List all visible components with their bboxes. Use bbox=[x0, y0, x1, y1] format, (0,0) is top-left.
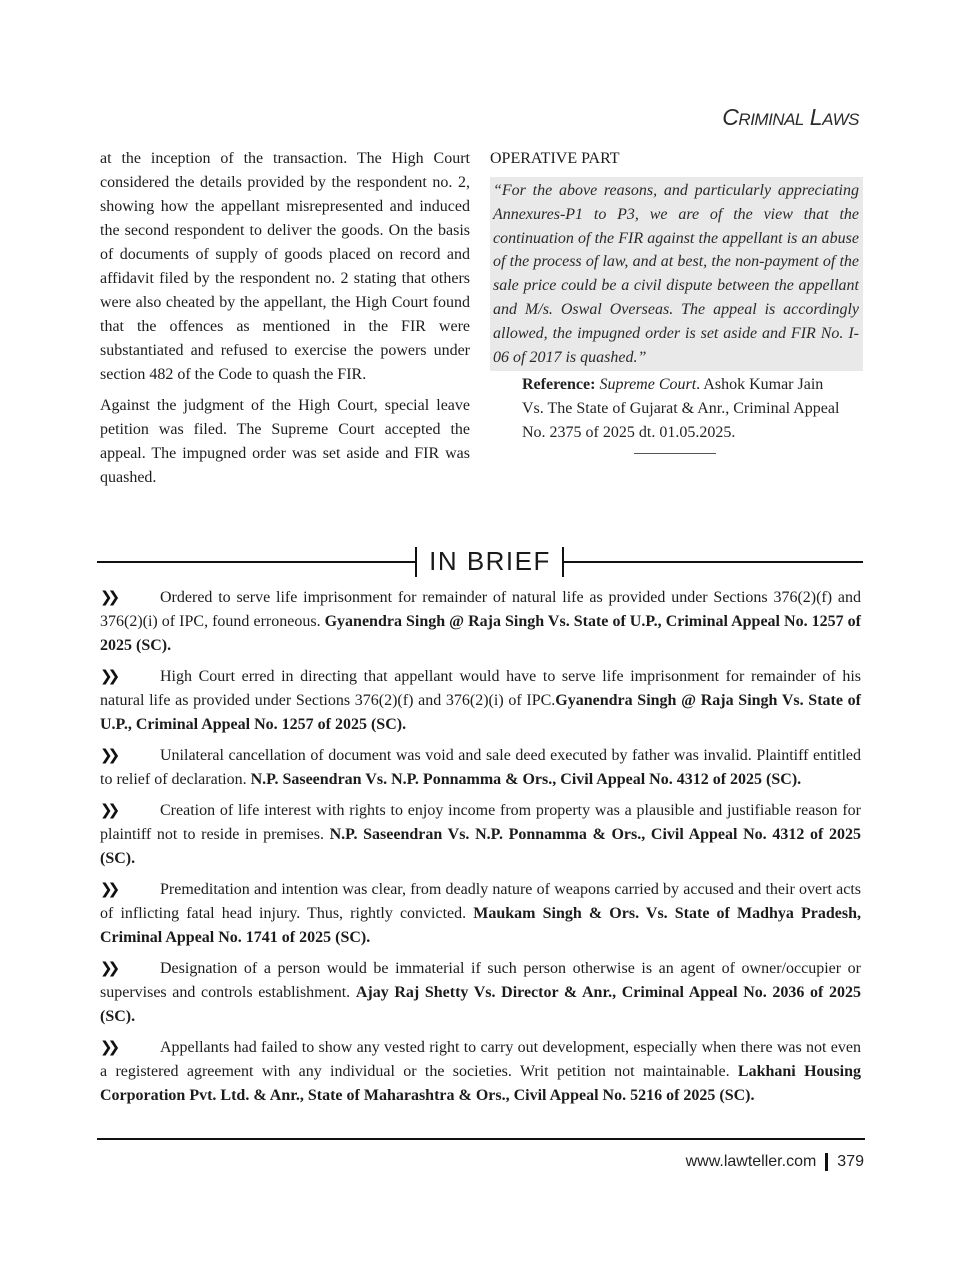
body-paragraph: at the inception of the transaction. The High Court considered the details provided by the respondent no. 2, showing how the appellant misrepresented and induced the second respondent to deliver the goods. On the basis of documents of supply of goods placed on record and affidavit filed by the respondent no. 2 stating that others were also cheated by the appellant, the High Court found that the offences as mentioned in the FIR were substantiated and refused to exercise the powers under section 482 of the Code to quash the FIR. bbox=[100, 150, 470, 383]
brief-item bbox=[100, 877, 861, 950]
brief-citation: N.P. Saseendran Vs. N.P. Ponnamma & Ors., Civil Appeal No. 4312 of 2025 (SC). bbox=[100, 826, 861, 867]
reference-court: Supreme Court bbox=[599, 376, 697, 394]
brief-citation: Gyanendra Singh @ Raja Singh Vs. State of U.P., Criminal Appeal No. 1257 of 2025 (SC). bbox=[100, 613, 861, 654]
double-chevron-right-icon: ❯❯ bbox=[100, 959, 116, 977]
brief-citation: N.P. Saseendran Vs. N.P. Ponnamma & Ors., Civil Appeal No. 4312 of 2025 (SC). bbox=[250, 771, 802, 788]
brief-item bbox=[100, 664, 861, 737]
brief-item bbox=[100, 743, 861, 792]
footer-website: www.lawteller.com bbox=[685, 1153, 817, 1170]
double-chevron-right-icon: ❯❯ bbox=[100, 588, 116, 606]
brief-text: Ordered to serve life imprisonment for remainder of natural life as provided under Sections 376(2)(f) and 376(2)(i) of IPC, found erroneous. bbox=[100, 589, 861, 630]
heading-tick-left bbox=[415, 547, 417, 577]
heading-rule-right bbox=[564, 561, 863, 563]
reference-divider bbox=[634, 453, 716, 454]
brief-citation: Maukam Singh & Ors. Vs. State of Madhya Pradesh, Criminal Appeal No. 1741 of 2025 (SC). bbox=[100, 905, 862, 946]
double-chevron-right-icon: ❯❯ bbox=[100, 1038, 116, 1056]
double-chevron-right-icon: ❯❯ bbox=[100, 801, 116, 819]
footer-separator bbox=[825, 1153, 828, 1171]
brief-text: Premeditation and intention was clear, from deadly nature of weapons carried by accused and their overt acts of inflicting fatal head injury. Thus, rightly convicted. bbox=[100, 881, 861, 922]
heading-rule-left bbox=[97, 561, 415, 563]
page-number: 379 bbox=[837, 1153, 864, 1170]
double-chevron-right-icon: ❯❯ bbox=[100, 880, 116, 898]
reference-text: . Ashok Kumar Jain Vs. The State of Gujarat & Anr., Criminal Appeal No. 2375 of 2025 dt. 01.05.2025. bbox=[522, 376, 840, 442]
in-brief-title: IN BRIEF bbox=[429, 546, 551, 576]
brief-item bbox=[100, 585, 861, 658]
in-brief-heading bbox=[97, 544, 863, 580]
brief-item bbox=[100, 1035, 861, 1108]
brief-citation: Gyanendra Singh @ Raja Singh Vs. State of U.P., Criminal Appeal No. 1257 of 2025 (SC). bbox=[100, 692, 861, 733]
brief-text: Appellants had failed to show any vested right to carry out development, especially when there was not even a registered agreement with any individual or the societies. Writ petition not maintainable. bbox=[100, 1039, 861, 1080]
brief-text: Unilateral cancellation of document was void and sale deed executed by father was invalid. Plaintiff entitled to relief of declaration. bbox=[100, 747, 861, 788]
footer-rule bbox=[97, 1138, 865, 1140]
page-footer bbox=[686, 1150, 864, 1174]
in-brief-list bbox=[100, 585, 861, 1114]
page-header-title: CRIMINAL LAWS bbox=[722, 104, 859, 130]
double-chevron-right-icon: ❯❯ bbox=[100, 746, 116, 764]
double-chevron-right-icon: ❯❯ bbox=[100, 667, 116, 685]
brief-item bbox=[100, 798, 861, 871]
brief-text: Creation of life interest with rights to enjoy income from property was a plausible and justifiable reason for plaintiff not to reside in premises. bbox=[100, 802, 861, 843]
reference-block bbox=[522, 373, 842, 445]
operative-quote: “For the above reasons, and particularly appreciating Annexures-P1 to P3, we are of the view that the continuation of the FIR against the appellant is an abuse of the process of law, and at best, the non-payment of the sale price could be a civil dispute between the appellant and M/s. Oswal Overseas. The appeal is accordingly allowed, the impugned order is set aside and FIR No. I-06 of 2017 is quashed.” bbox=[490, 177, 863, 371]
body-paragraph: Against the judgment of the High Court, special leave petition was filed. The Supreme Court accepted the appeal. The impugned order was set aside and FIR was quashed. bbox=[100, 397, 470, 486]
brief-text: High Court erred in directing that appellant would have to serve life imprisonment for remainder of his natural life as provided under Sections 376(2)(f) and 376(2)(i) of IPC. bbox=[100, 668, 861, 709]
operative-part-title: OPERATIVE PART bbox=[490, 150, 620, 167]
brief-text: Designation of a person would be immaterial if such person otherwise is an agent of owner/occupier or supervises and controls establishment. bbox=[100, 960, 861, 1001]
brief-citation: Lakhani Housing Corporation Pvt. Ltd. & Anr., State of Maharashtra & Ors., Civil Appeal No. 5216 of 2025 (SC). bbox=[100, 1063, 861, 1104]
brief-item bbox=[100, 956, 861, 1029]
right-column bbox=[490, 147, 863, 454]
reference-label: Reference: bbox=[522, 376, 596, 394]
left-column bbox=[100, 147, 470, 497]
brief-citation: Ajay Raj Shetty Vs. Director & Anr., Criminal Appeal No. 2036 of 2025 (SC). bbox=[100, 984, 861, 1025]
